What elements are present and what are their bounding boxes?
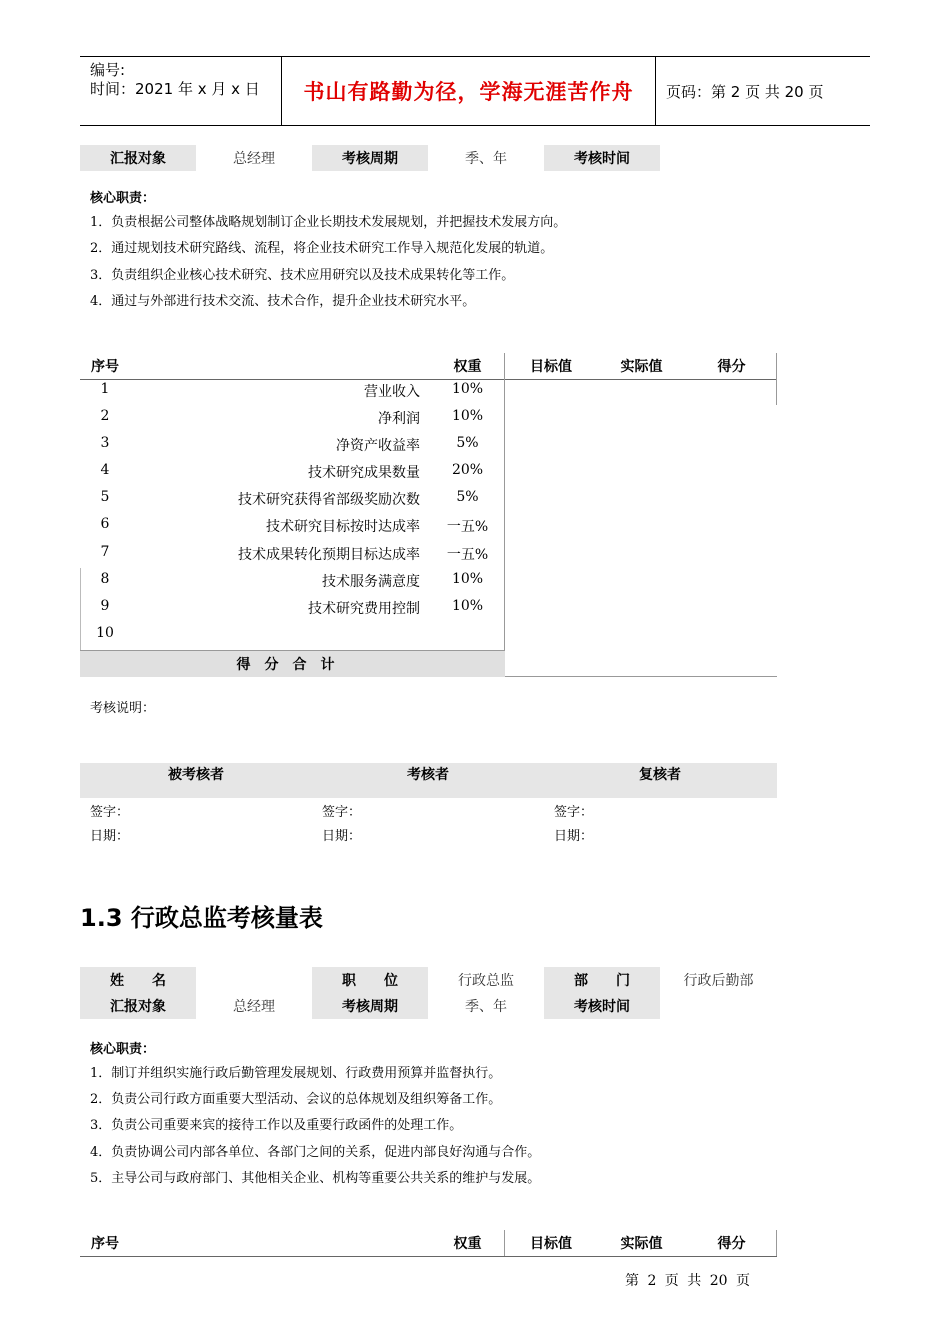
assessment-note: 考核说明： [90,701,156,716]
assessee-heading: 被考核者 [168,767,224,783]
row-no: 8 [100,571,110,587]
report-to-label: 汇报对象 [80,993,196,1019]
header-page-info: 页码：第 2 页 共 20 页 [666,82,824,101]
report-to-value: 总经理 [233,151,275,167]
header-motto: 书山有路勤为径，学海无涯苦作舟 [303,80,634,104]
row-item: 技术成果转化预期目标达成率 [238,547,420,563]
row-weight: 10% [451,571,484,587]
row-no: 6 [100,516,110,532]
position-label: 职 位 [312,967,428,993]
row-no: 1 [100,381,110,397]
duty-item: 1．制订并组织实施行政后勤管理发展规划、行政费用预算并监督执行。 [90,1066,502,1081]
row-no: 9 [100,598,110,614]
row-weight: 一五% [446,547,489,563]
duty-item: 3．负责公司重要来宾的接待工作以及重要行政函件的处理工作。 [90,1118,463,1133]
table-row [80,457,505,484]
row-weight: 10% [451,408,484,424]
row-item: 技术研究成果数量 [308,465,420,481]
position-value: 行政总监 [458,973,514,989]
col-weight: 权重 [453,1236,482,1252]
assessor-heading: 考核者 [407,767,449,783]
col-score: 得分 [717,1236,746,1252]
row-item: 技术研究目标按时达成率 [266,519,420,535]
table-row [80,539,505,566]
col-target: 目标值 [530,1236,572,1252]
header-divider [655,57,656,125]
row-no: 2 [100,408,110,424]
page-header [80,56,870,126]
duty-item: 5．主导公司与政府部门、其他相关企业、机构等重要公共关系的维护与发展。 [90,1171,541,1186]
col-target: 目标值 [530,359,572,375]
row-no: 7 [100,544,110,560]
row-item: 技术研究费用控制 [308,601,420,617]
row-no: 5 [100,489,110,505]
department-label: 部 门 [544,967,660,993]
info-row [80,993,777,1019]
row-item: 营业收入 [364,384,420,400]
report-to-label: 汇报对象 [80,145,196,171]
row-weight: 10% [451,598,484,614]
duty-item: 2．负责公司行政方面重要大型活动、会议的总体规划及组织筹备工作。 [90,1092,502,1107]
table-row [80,620,505,647]
name-value [196,967,312,993]
date-label: 日期： [322,829,362,844]
sign-label: 签字： [322,805,362,820]
duty-item: 1．负责根据公司整体战略规划制订企业长期技术发展规划，并把握技术发展方向。 [90,215,567,230]
row-no: 10 [96,625,114,641]
table-divider [776,1230,777,1256]
report-to-value: 总经理 [233,999,275,1015]
sign-label: 签字： [554,805,594,820]
table-row [80,566,505,593]
duty-item: 3．负责组织企业核心技术研究、技术应用研究以及技术成果转化等工作。 [90,268,515,283]
page-footer: 第 2 页 共 20 页 [625,1273,750,1289]
row-weight: 5% [456,435,479,451]
sign-label: 签字： [90,805,130,820]
col-weight: 权重 [453,359,482,375]
assessment-time-label: 考核时间 [544,145,660,171]
name-label: 姓 名 [80,967,196,993]
row-weight: 5% [456,489,479,505]
date-label: 日期： [554,829,594,844]
duty-item: 2．通过规划技术研究路线、流程，将企业技术研究工作导入规范化发展的轨道。 [90,241,554,256]
duty-item: 4．通过与外部进行技术交流、技术合作，提升企业技术研究水平。 [90,294,476,309]
table-row [80,376,505,403]
row-no: 3 [100,435,110,451]
kpi-table-header [80,1230,777,1257]
col-actual: 实际值 [620,1236,663,1252]
serial-label: 编号: [90,61,126,79]
period-value: 季、年 [465,999,507,1015]
table-divider [504,676,777,677]
col-no: 序号 [91,1236,119,1252]
assessment-time-label: 考核时间 [544,993,660,1019]
duty-item: 4．负责协调公司内部各单位、各部门之间的关系，促进内部良好沟通与合作。 [90,1145,541,1160]
table-row [80,511,505,538]
row-weight: 10% [451,381,484,397]
period-value: 季、年 [465,151,507,167]
table-divider [776,353,777,405]
table-row [80,593,505,620]
row-item: 技术服务满意度 [322,574,420,590]
department-value: 行政后勤部 [683,973,754,989]
row-weight: 20% [451,462,484,478]
row-item: 净利润 [378,411,420,427]
row-no: 4 [100,462,110,478]
row-item: 净资产收益率 [336,438,420,454]
duties-title: 核心职责： [90,1042,156,1057]
time-label: 时间：2021 年 x 月 x 日 [90,80,260,98]
header-meta [90,61,260,99]
duties-title: 核心职责： [90,191,156,206]
section-title: 1.3 行政总监考核量表 [80,904,323,932]
table-row [80,484,505,511]
col-actual: 实际值 [620,359,663,375]
score-total-row: 得分合计 [80,650,505,677]
table-divider [504,1230,505,1256]
table-row [80,430,505,457]
signature-header [80,763,777,798]
info-row [80,145,777,171]
date-label: 日期： [90,829,130,844]
table-row [80,403,505,430]
reviewer-heading: 复核者 [639,767,681,783]
col-no: 序号 [91,359,119,375]
info-row [80,967,777,993]
col-score: 得分 [717,359,746,375]
period-label: 考核周期 [312,145,428,171]
row-item: 技术研究获得省部级奖励次数 [238,492,420,508]
period-label: 考核周期 [312,993,428,1019]
row-weight: 一五% [446,519,489,535]
